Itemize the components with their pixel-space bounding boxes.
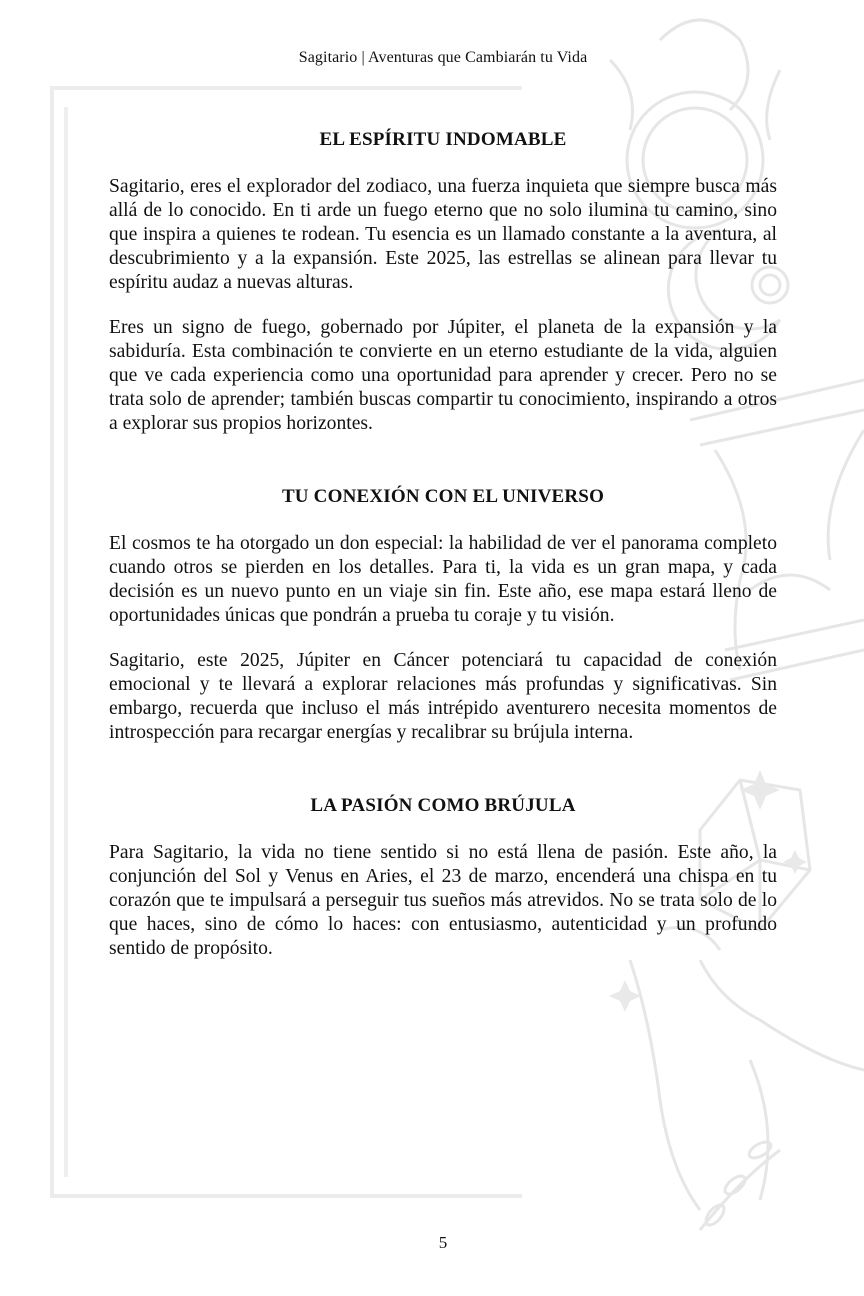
running-header: Sagitario | Aventuras que Cambiarán tu Vida (298, 49, 588, 66)
page-frame-inner-line (64, 107, 68, 1177)
page-content (109, 127, 777, 961)
section-heading: EL ESPÍRITU INDOMABLE (319, 129, 567, 150)
paragraph: Sagitario, este 2025, Júpiter en Cáncer potenciará tu capacidad de conexión emocional y te llevará a explorar relaciones más profundas y significativas. Sin embargo, recuerda que incluso el más intrépido aventurero necesita momentos de introspección para recargar energías y recalibrar su brújula interna. (109, 650, 777, 743)
page-number: 5 (438, 1233, 448, 1252)
hand-icon (630, 928, 864, 1211)
leaf-icon (700, 1139, 780, 1230)
paragraph: Eres un signo de fuego, gobernado por Júpiter, el planeta de la expansión y la sabiduría. Esta combinación te convierte en un eterno estudiante de la vida, alguien que ve cada experiencia como una oportunidad para aprender y crecer. Pero no se trata solo de aprender; también buscas compartir tu conocimiento, inspirando a otros a explorar sus propios horizontes. (109, 317, 777, 434)
paragraph: El cosmos te ha otorgado un don especial: la habilidad de ver el panorama completo cuando otros se pierden en los detalles. Para ti, la vida es un gran mapa, y cada decisión es un nuevo punto en un viaje sin fin. Este año, ese mapa estará lleno de oportunidades únicas que pondrán a prueba tu coraje y tu visión. (109, 533, 777, 626)
section-heading: TU CONEXIÓN CON EL UNIVERSO (281, 486, 605, 507)
paragraph: Para Sagitario, la vida no tiene sentido si no está llena de pasión. Este año, la conjunción del Sol y Venus en Aries, el 23 de marzo, encenderá una chispa en tu corazón que te impulsará a perseguir tus sueños más atrevidos. No se trata solo de lo que haces, sino de cómo lo haces: con entusiasmo, autenticidad y un profundo sentido de propósito. (109, 842, 777, 959)
paragraph: Sagitario, eres el explorador del zodiaco, una fuerza inquieta que siempre busca más allá de lo conocido. En ti arde un fuego eterno que no solo ilumina tu camino, sino que inspira a quienes te rodean. Tu esencia es un llamado constante a la aventura, al descubrimiento y a la expansión. Este 2025, las estrellas se alinean para llevar tu espíritu audaz a nuevas alturas. (109, 176, 777, 293)
section-heading: LA PASIÓN COMO BRÚJULA (310, 795, 576, 816)
